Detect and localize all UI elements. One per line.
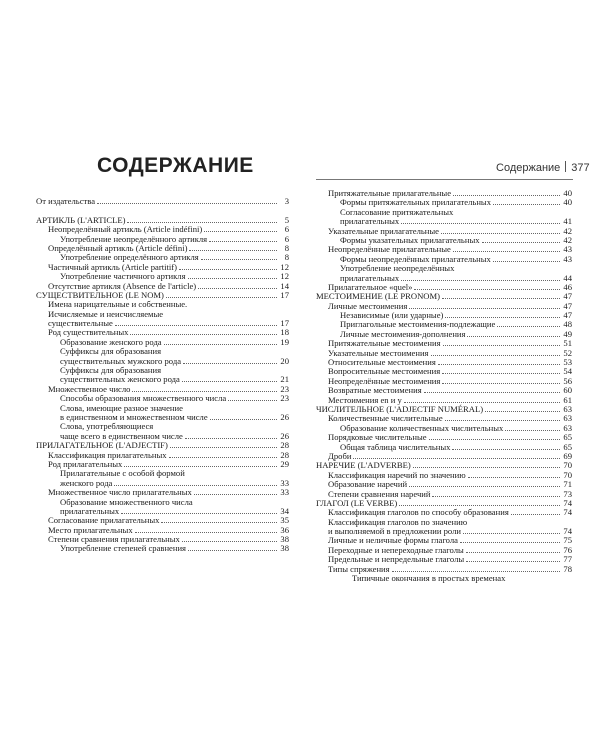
toc-entry-title: Определённый артикль (Article défini) — [48, 242, 188, 253]
toc-entry-title: Классификация наречий по значению — [328, 469, 466, 480]
dot-leader — [164, 338, 277, 345]
dot-leader — [170, 441, 277, 448]
dot-leader — [505, 424, 560, 431]
toc-entry-title: Личные местоимения — [328, 300, 408, 311]
dot-leader — [127, 216, 277, 223]
toc-entry-title: Формы притяжательных прилагательных — [340, 197, 491, 208]
toc-page-number: 47 — [563, 310, 572, 321]
dot-leader — [468, 471, 560, 478]
dot-leader — [453, 189, 560, 196]
dot-leader — [392, 565, 560, 572]
dot-leader — [135, 526, 277, 533]
toc-page-number: 21 — [280, 374, 289, 385]
dot-leader — [453, 245, 560, 252]
toc-entry-title: Употребление определённого артикля — [60, 252, 199, 263]
running-head — [496, 161, 590, 174]
dot-leader — [204, 225, 277, 232]
toc-entry-title: Образование количественных числительных — [340, 422, 504, 433]
dot-leader — [194, 488, 277, 495]
toc-page-number: 26 — [280, 411, 289, 422]
toc-entry-title: Указательные местоимения — [328, 347, 429, 358]
toc-entry-title: Образование множественного числа — [60, 496, 193, 507]
toc-entry-title: Согласование притяжательных — [340, 206, 454, 217]
toc-entry-title: Притяжательные местоимения — [328, 338, 441, 349]
dot-leader — [179, 263, 277, 270]
toc-page-number: 6 — [284, 224, 289, 235]
toc-entry[interactable] — [316, 443, 572, 452]
toc-page-number: 42 — [563, 225, 572, 236]
toc-page-number: 56 — [563, 375, 572, 386]
dot-leader — [413, 461, 560, 468]
toc-entry-title: Притяжательные прилагательные — [328, 188, 452, 198]
toc-entry-title: Личные и неличные формы глагола — [328, 535, 458, 546]
toc-page-number: 43 — [563, 253, 572, 264]
dot-leader — [409, 480, 560, 487]
toc-page-number: 28 — [280, 449, 289, 460]
dot-leader — [467, 330, 560, 337]
toc-entry-title: Род существительных — [48, 327, 129, 338]
toc-page-number: 5 — [284, 214, 289, 225]
toc-page-number: 20 — [280, 355, 289, 366]
dot-leader — [201, 253, 277, 260]
toc-entry-title: Предельные и непредельные глаголы — [328, 554, 465, 565]
dot-leader — [404, 396, 560, 403]
dot-leader — [442, 377, 560, 384]
dot-leader — [442, 367, 560, 374]
toc-entry-title: СУЩЕСТВИТЕЛЬНОЕ (LE NOM) — [36, 289, 164, 300]
toc-entry-title: Употребление степеней сравнения — [60, 543, 187, 554]
toc-entry-title: Классификация глаголов по способу образования — [328, 507, 509, 518]
toc-page-number: 76 — [563, 544, 572, 555]
toc-page-number: 74 — [563, 497, 572, 508]
toc-entry-title: Степени сравнения наречий — [328, 488, 431, 499]
dot-leader — [511, 508, 560, 515]
toc-entry[interactable] — [316, 574, 572, 583]
toc-entry-title: Формы неопределённых прилагательных — [340, 253, 491, 264]
toc-page-number: 12 — [280, 271, 289, 282]
dot-leader — [114, 479, 277, 486]
toc-page-number: 28 — [280, 440, 289, 451]
dot-leader — [353, 452, 560, 459]
toc-entry-title: Место прилагательных — [48, 524, 133, 535]
toc-page-number: 71 — [563, 479, 572, 490]
toc-entry-title: Неопределённые местоимения — [328, 375, 441, 386]
dot-leader — [399, 499, 560, 506]
toc-entry[interactable] — [36, 544, 289, 553]
toc-page-number: 29 — [280, 458, 289, 469]
toc-page-number: 33 — [280, 487, 289, 498]
toc-entry-title: Местоимения en и y — [328, 394, 402, 405]
toc-page-number: 34 — [280, 505, 289, 516]
dot-leader — [228, 394, 277, 401]
dot-leader — [210, 413, 277, 420]
toc-page-number: 70 — [563, 460, 572, 471]
toc-page-number: 63 — [563, 403, 572, 414]
toc-entry-title: Порядковые числительные — [328, 432, 427, 443]
toc-page-number: 14 — [280, 280, 289, 291]
toc-page-number: 51 — [563, 338, 572, 349]
dot-leader — [198, 282, 277, 289]
toc-page-number: 12 — [280, 261, 289, 272]
toc-entry-title: Типы спряжения — [328, 563, 390, 574]
dot-leader — [161, 516, 277, 523]
toc-entry-title: существительные — [48, 318, 113, 329]
toc-entry-title: Множественное число — [48, 383, 131, 394]
toc-page-number: 47 — [563, 300, 572, 311]
toc-entry-title: АРТИКЛЬ (L'ARTICLE) — [36, 214, 126, 225]
toc-entry-title: существительных мужского рода — [60, 355, 182, 366]
toc-entry-title: Неопределённый артикль (Article indéfini) — [48, 224, 203, 235]
dot-leader — [424, 386, 560, 393]
dot-leader — [189, 244, 277, 251]
toc-entry-title: прилагательных — [60, 505, 120, 516]
toc-page-number: 54 — [563, 366, 572, 377]
dot-leader — [463, 527, 560, 534]
toc-entry-title: Суффиксы для образования — [60, 346, 162, 357]
toc-entry-title: Исчисляемые и неисчисляемые — [48, 308, 164, 319]
toc-page-number: 38 — [280, 543, 289, 554]
toc-entry-title: Количественные числительные — [328, 413, 443, 424]
toc-entry-title: Множественное число прилагательных — [48, 487, 192, 498]
dot-leader — [414, 283, 560, 290]
dot-leader — [166, 291, 277, 298]
dot-leader — [121, 507, 277, 514]
toc-entry-title: Переходные и непереходные глаголы — [328, 544, 464, 555]
dot-leader — [209, 235, 277, 242]
toc-page-number: 44 — [563, 272, 572, 283]
dot-leader — [493, 255, 560, 262]
dot-leader — [401, 274, 560, 281]
running-head-page-number: 377 — [571, 162, 590, 174]
dot-leader — [431, 349, 560, 356]
toc-page-number: 65 — [563, 441, 572, 452]
toc-page-number: 36 — [280, 524, 289, 535]
dot-leader — [442, 292, 560, 299]
dot-leader — [497, 320, 560, 327]
dot-leader — [188, 272, 277, 279]
toc-entry-title: Классификация глаголов по значению — [328, 516, 468, 527]
toc-page-number: 40 — [563, 188, 572, 198]
toc-entry-title: в единственном и множественном числе — [60, 411, 208, 422]
toc-page-number: 17 — [280, 289, 289, 300]
toc-page-number: 65 — [563, 432, 572, 443]
toc-entry-title: Отсутствие артикля (Absence de l'article) — [48, 280, 197, 291]
toc-entry-title: Частичный артикль (Article partitif) — [48, 261, 178, 272]
dot-leader — [445, 414, 560, 421]
dot-leader — [460, 536, 560, 543]
dot-leader — [97, 197, 277, 204]
toc-page-number: 8 — [284, 252, 289, 263]
toc-entry-title: Классификация прилагательных — [48, 449, 167, 460]
toc-entry-title: Приглагольные местоимения-подлежащие — [340, 319, 496, 330]
toc-entry-title: Неопределённые прилагательные — [328, 244, 451, 255]
toc-entry-title: чаще всего в единственном числе — [60, 430, 183, 441]
toc-entry-title: Прилагательное «quel» — [328, 281, 413, 292]
toc-entry-title: ГЛАГОЛ (LE VERBE) — [316, 497, 398, 508]
toc-entry-title: Имена нарицательные и собственные. — [48, 299, 188, 310]
dot-leader — [485, 405, 560, 412]
dot-leader — [124, 460, 277, 467]
toc-page-number: 52 — [563, 347, 572, 358]
dot-leader — [188, 544, 277, 551]
toc-page-number: 43 — [563, 244, 572, 255]
dot-leader — [445, 311, 560, 318]
toc-page-number: 60 — [563, 385, 572, 396]
toc-page-number: 74 — [563, 507, 572, 518]
toc-page-number: 47 — [563, 291, 572, 302]
toc-entry-title: Образование наречий — [328, 479, 408, 490]
dot-leader — [429, 433, 560, 440]
dot-leader — [130, 328, 277, 335]
toc-entry-title: Слова, имеющие разное значение — [60, 402, 183, 413]
dot-leader — [466, 546, 560, 553]
toc-entry-title: НАРЕЧИЕ (L'ADVERBE) — [316, 460, 411, 471]
toc-right-column — [316, 189, 572, 583]
toc-entry-title: Слова, употребляющиеся — [60, 421, 154, 432]
toc-entry-title: МЕСТОИМЕНИЕ (LE PRONOM) — [316, 291, 441, 302]
dot-leader — [466, 555, 560, 562]
dot-leader — [438, 358, 560, 365]
toc-entry-title: ЧИСЛИТЕЛЬНОЕ (L'ADJECTIF NUMÉRAL) — [316, 403, 484, 414]
toc-page-number: 63 — [563, 413, 572, 424]
toc-page-number: 18 — [280, 327, 289, 338]
toc-entry-title: прилагательных — [340, 272, 400, 283]
toc-page-number: 53 — [563, 357, 572, 368]
toc-page-number: 46 — [563, 281, 572, 292]
toc-page-number: 41 — [563, 216, 572, 227]
toc-page-number: 49 — [563, 328, 572, 339]
toc-entry-title: Типичные окончания в простых временах — [352, 573, 506, 584]
toc-page-number: 23 — [280, 383, 289, 394]
toc-entry-title: Дроби — [328, 450, 352, 461]
toc-page-number: 23 — [280, 393, 289, 404]
toc-page-number: 33 — [280, 477, 289, 488]
toc-entry-title: Личные местоимения-дополнения — [340, 328, 466, 339]
toc-page-number: 26 — [280, 430, 289, 441]
running-head-divider — [565, 161, 566, 172]
dot-leader — [401, 217, 560, 224]
toc-page-number: 40 — [563, 197, 572, 208]
toc-entry-title: Употребление неопределённого артикля — [60, 233, 208, 244]
dot-leader — [115, 319, 277, 326]
toc-entry-title: Общая таблица числительных — [340, 441, 451, 452]
toc-entry-title: Согласование прилагательных — [48, 515, 160, 526]
toc-page-number: 38 — [280, 534, 289, 545]
toc-page-number: 74 — [563, 526, 572, 537]
dot-leader — [185, 432, 277, 439]
toc-entry-title: Возвратные местоимения — [328, 385, 422, 396]
dot-leader — [182, 375, 277, 382]
toc-entry-title: Вопросительные местоимения — [328, 366, 441, 377]
toc-page-number: 3 — [284, 196, 289, 206]
toc-left-column — [36, 197, 289, 554]
toc-entry-title: Употребление частичного артикля — [60, 271, 186, 282]
toc-page-number: 19 — [280, 336, 289, 347]
toc-page-number: 75 — [563, 535, 572, 546]
dot-leader — [132, 385, 277, 392]
dot-leader — [169, 451, 277, 458]
toc-entry-title: От издательства — [36, 196, 96, 206]
dot-leader — [432, 490, 560, 497]
toc-entry-title: ПРИЛАГАТЕЛЬНОЕ (L'ADJECTIF) — [36, 440, 168, 451]
page-title: СОДЕРЖАНИЕ — [97, 154, 254, 177]
toc-entry-title: Указательные прилагательные — [328, 225, 439, 236]
toc-section-heading[interactable] — [36, 197, 289, 206]
toc-entry-title: женского рода — [60, 477, 113, 488]
toc-page-number: 42 — [563, 234, 572, 245]
toc-entry-title: прилагательных — [340, 216, 400, 227]
dot-leader — [482, 236, 560, 243]
toc-entry-title: и выполняемой в предложении роли — [328, 526, 461, 537]
toc-entry-title: Относительные местоимения — [328, 357, 436, 368]
toc-entry-title: Формы указательных прилагательных — [340, 234, 480, 245]
toc-page-number: 78 — [563, 563, 572, 574]
toc-page-number: 17 — [280, 318, 289, 329]
toc-entry-title: Суффиксы для образования — [60, 365, 162, 376]
toc-page-number: 70 — [563, 469, 572, 480]
toc-entry-title: Употребление неопределённых — [340, 263, 455, 274]
toc-entry-title: Образование женского рода — [60, 336, 162, 347]
toc-page-number: 48 — [563, 319, 572, 330]
toc-page-number: 61 — [563, 394, 572, 405]
dot-leader — [441, 227, 560, 234]
dot-leader — [183, 357, 277, 364]
header-rule — [316, 179, 573, 180]
dot-leader — [493, 198, 560, 205]
dot-leader — [452, 443, 560, 450]
toc-entry-title: Прилагательные с особой формой — [60, 468, 185, 479]
running-head-label: Содержание — [496, 162, 561, 174]
dot-leader — [409, 302, 560, 309]
toc-page-number: 69 — [563, 450, 572, 461]
toc-entry-title: Род прилагательных — [48, 458, 123, 469]
toc-entry-title: существительных женского рода — [60, 374, 180, 385]
toc-entry-title: Степени сравнения прилагательных — [48, 534, 180, 545]
toc-page-number: 77 — [563, 554, 572, 565]
toc-page-number: 63 — [563, 422, 572, 433]
toc-page-number: 35 — [280, 515, 289, 526]
toc-page-number: 8 — [284, 242, 289, 253]
dot-leader — [182, 535, 277, 542]
dot-leader — [443, 339, 560, 346]
toc-entry-title: Способы образования множественного числа — [60, 393, 227, 404]
toc-entry-title: Независимые (или ударные) — [340, 310, 444, 321]
toc-page-number: 6 — [284, 233, 289, 244]
toc-page-number: 73 — [563, 488, 572, 499]
